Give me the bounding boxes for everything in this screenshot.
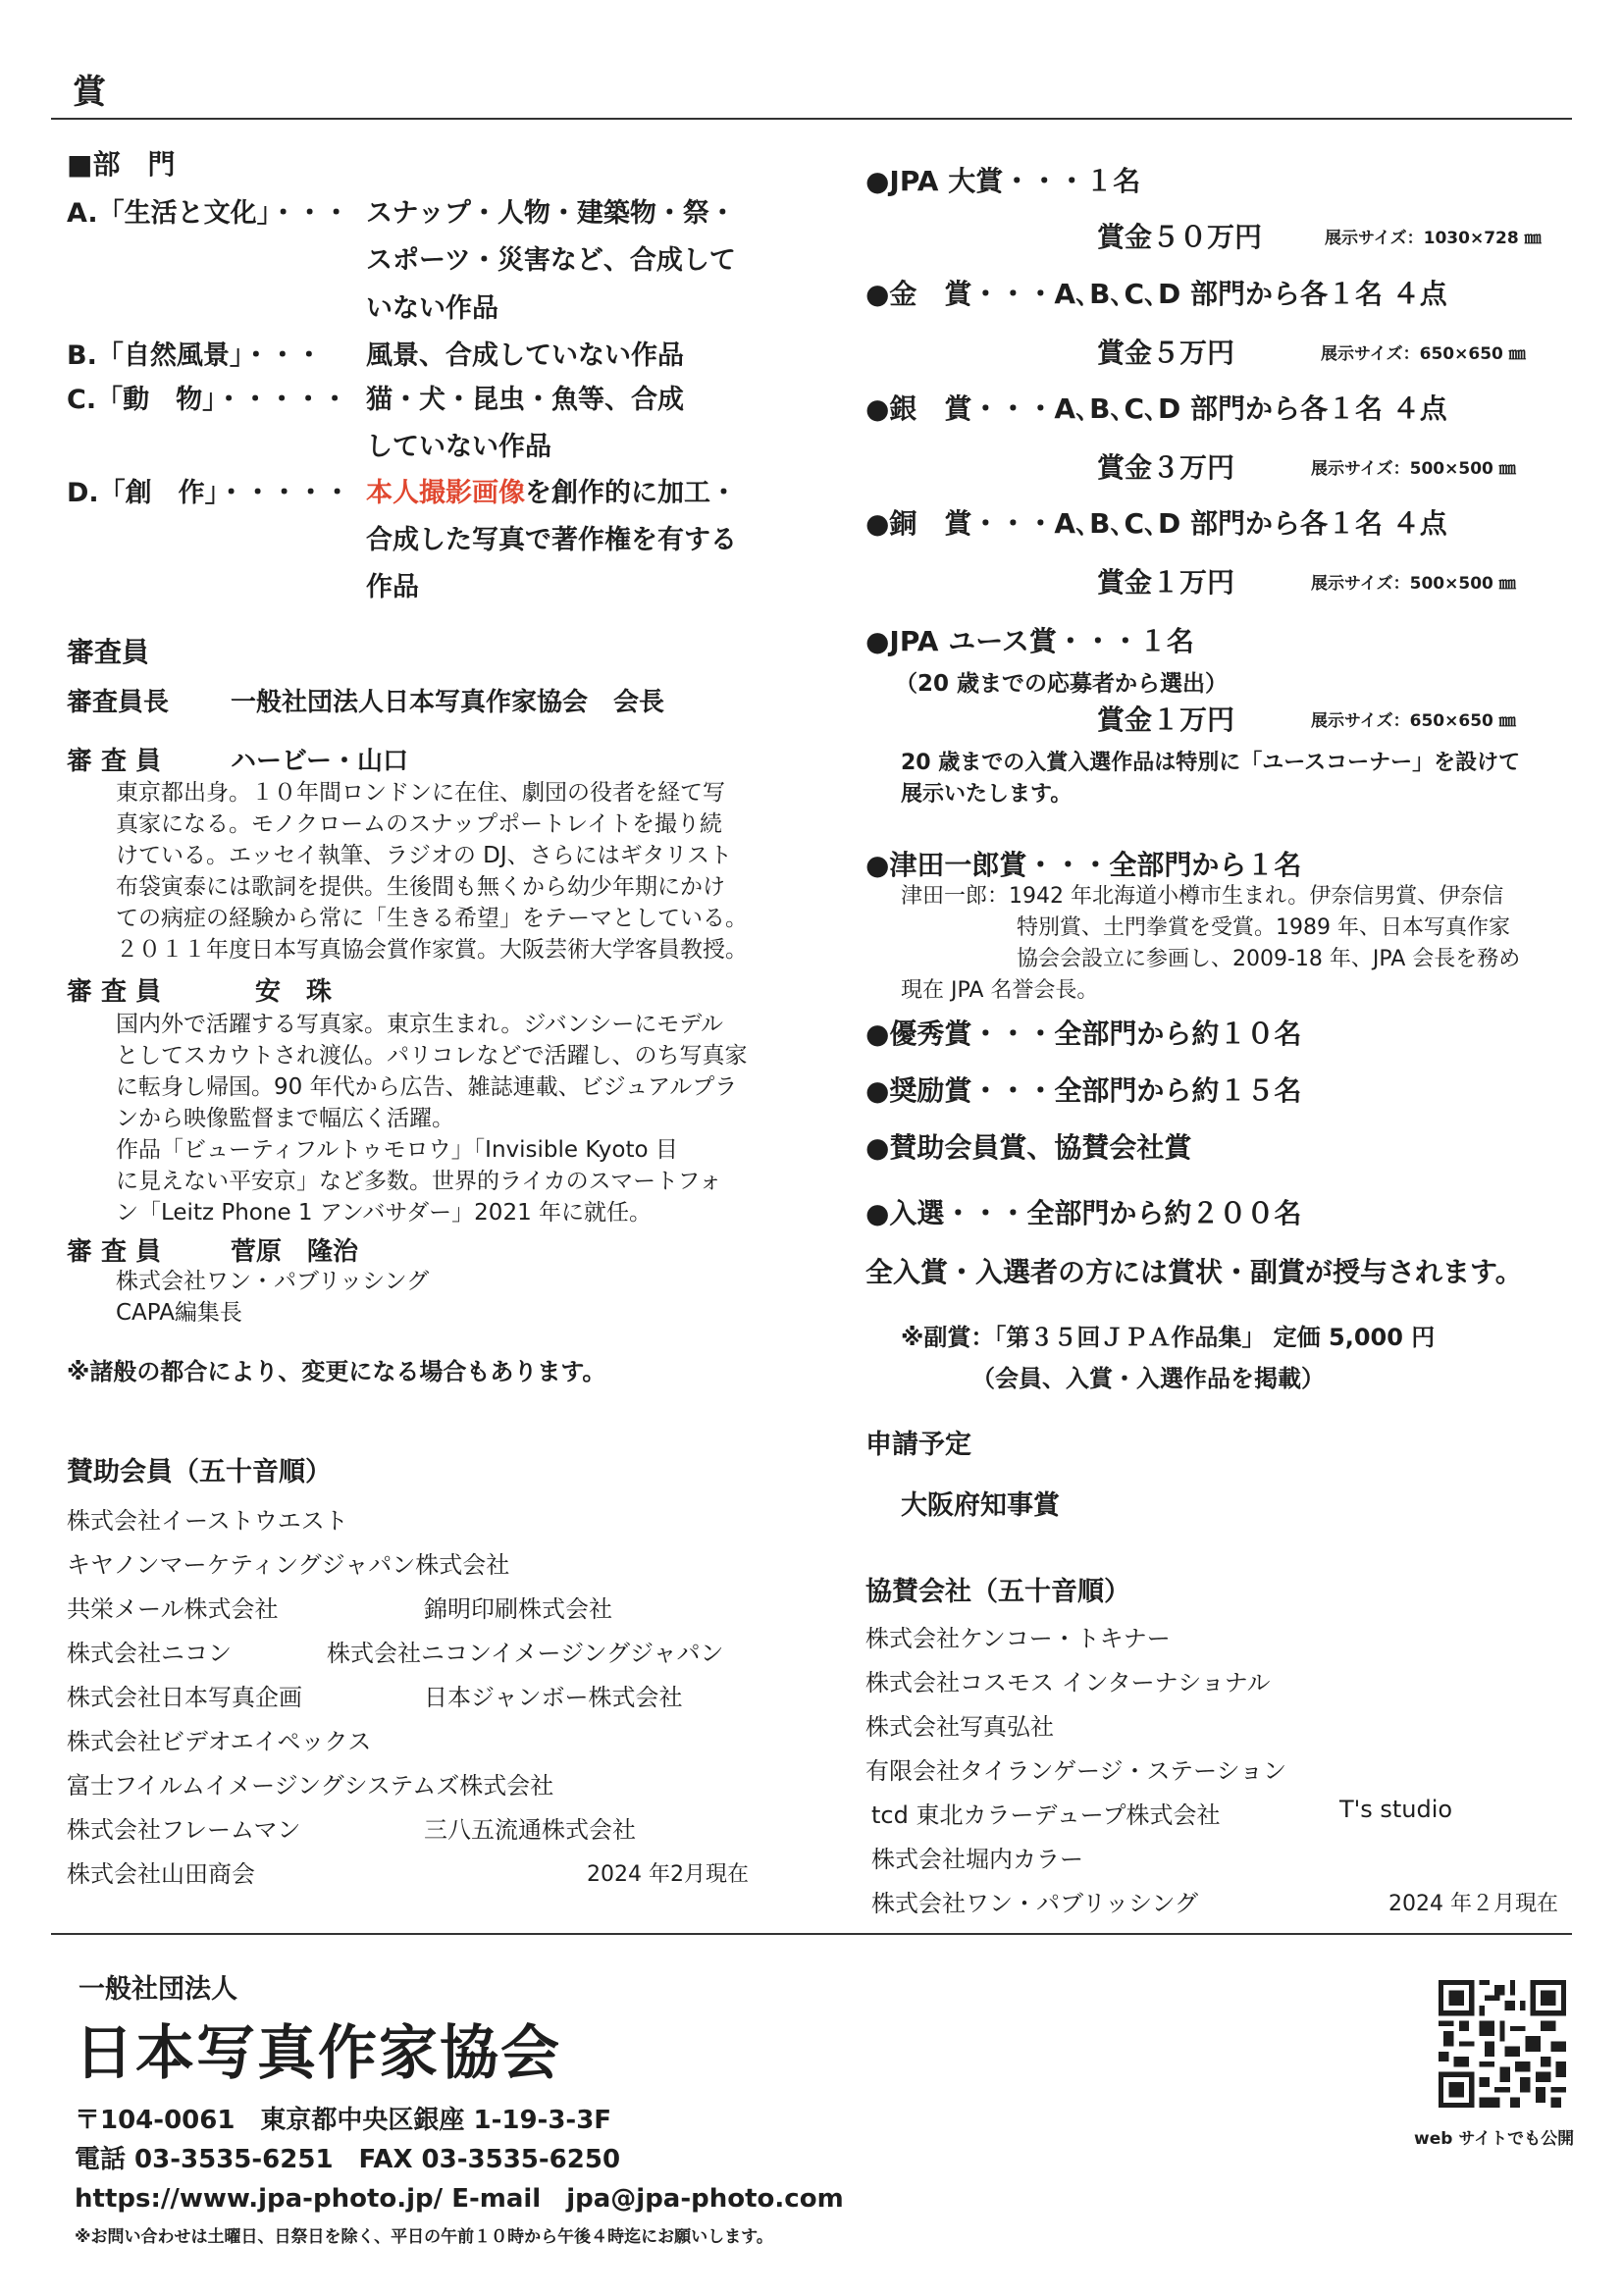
supporter-prize: ●賛助会員賞、協賛会社賞 [865, 1131, 1192, 1164]
display-size: 展示サイズ：650×650 ㎜ [1311, 711, 1516, 731]
web-email: https://www.jpa-photo.jp/ E-mail jpa@jpa-photo.com [75, 2184, 844, 2214]
sponsor: 株式会社コスモス インターナショナル [865, 1669, 1271, 1696]
qr-code-icon[interactable] [1439, 1980, 1566, 2108]
prize-sub: （20 歳までの応募者から選出） [895, 671, 1229, 697]
sponsor: 株式会社写真弘社 [865, 1713, 1054, 1741]
supporter: 株式会社ビデオエイペックス [67, 1728, 372, 1755]
display-size: 展示サイズ：650×650 ㎜ [1321, 344, 1526, 364]
category-heading: ■部 門 [67, 148, 176, 181]
prize-money: 賞金５０万円 [1097, 221, 1263, 253]
bio-line: 布袋寅泰には歌詞を提供。生後間も無くから幼少年期にかけ [116, 874, 725, 900]
application-item: 大阪府知事賞 [901, 1490, 1060, 1521]
display-size: 展示サイズ：500×500 ㎜ [1311, 459, 1516, 479]
org-type: 一般社団法人 [79, 1974, 237, 2005]
supporter: 日本ジャンボー株式会社 [424, 1684, 683, 1711]
application-heading: 申請予定 [865, 1430, 971, 1460]
judge-role: 審 査 員 [67, 977, 162, 1007]
supporter: 株式会社イーストウエスト [67, 1507, 348, 1535]
bio-line: 協会会設立に参画し、2009-18 年、JPA 会長を務め [1017, 947, 1521, 971]
prize-money: 賞金１万円 [1097, 566, 1235, 599]
tsuda-prize: ●津田一郎賞・・・全部門から１名 [865, 849, 1302, 881]
change-notice: ※諸般の都合により、変更になる場合もあります。 [67, 1358, 606, 1385]
prize-name: ●銅 賞・・・A､B､C､D 部門から各１名 ４点 [865, 507, 1447, 540]
judge-name: 菅原 隆治 [231, 1237, 359, 1267]
supporter: キヤノンマーケティングジャパン株式会社 [67, 1551, 510, 1579]
bio-line: 真家になる。モノクロームのスナップポートレイトを撮り続 [116, 811, 723, 837]
supporter: 株式会社山田商会 [67, 1860, 255, 1888]
display-size: 展示サイズ：500×500 ㎜ [1311, 574, 1516, 594]
sponsor: tcd 東北カラーデュープ株式会社 [871, 1801, 1221, 1829]
supporter: 株式会社ニコン [67, 1640, 232, 1667]
bio-line: としてスカウトされ渡仏。パリコレなどで活躍し、のち写真家 [116, 1043, 748, 1069]
fukusho-line: （会員、入賞・入選作品を掲載） [971, 1365, 1325, 1392]
prize-money: 賞金５万円 [1097, 337, 1235, 369]
bio-line: ての病症の経験から常に「生きる希望」をテーマとしている。 [116, 906, 748, 931]
category-desc: 風景、合成していない作品 [366, 340, 684, 371]
bio-line: に転身し帰国。90 年代から広告、雑誌連載、ビジュアルプラ [116, 1074, 738, 1100]
bio-line: ２０１１年度日本写真協会賞作家賞。大阪芸術大学客員教授。 [116, 937, 748, 963]
prize-money: 賞金３万円 [1097, 451, 1235, 484]
supporter: 株式会社ニコンイメージングジャパン [327, 1640, 724, 1667]
sponsors-date: 2024 年２月現在 [1388, 1892, 1558, 1916]
selection-prize: ●入選・・・全部門から約２００名 [865, 1197, 1302, 1229]
category-label: A.「生活と文化」・・・ [67, 198, 350, 229]
sponsor: 株式会社堀内カラー [871, 1846, 1083, 1873]
category-label: B.「自然風景」・・・ [67, 340, 323, 371]
sponsor: 有限会社タイランゲージ・ステーション [865, 1757, 1287, 1785]
judge-name: ハービー・山口 [231, 747, 408, 776]
supporter: 富士フイルムイメージングシステムズ株式会社 [67, 1772, 554, 1800]
judge-role: 審 査 員 [67, 747, 162, 776]
address: 〒104-0061 東京都中央区銀座 1-19-3-3F [75, 2106, 612, 2135]
sponsor: 株式会社ケンコー・トキナー [865, 1625, 1171, 1652]
certificate-note: 全入賞・入選者の方には賞状・副賞が授与されます。 [865, 1256, 1523, 1288]
category-desc: 猫・犬・昆虫・魚等、合成 [366, 385, 684, 415]
prize-money: 賞金１万円 [1097, 704, 1235, 736]
category-desc: いない作品 [366, 293, 498, 324]
page-title: 賞 [73, 73, 106, 112]
category-label: D.「創 作」・・・・・ [67, 478, 351, 508]
bio-line: に見えない平安京」など多数。世界的ライカのスマートフォ [116, 1169, 722, 1194]
category-desc: スナップ・人物・建築物・祭・ [366, 198, 736, 229]
judge-bio [116, 1009, 748, 1228]
judges-heading: 審査員 [67, 636, 150, 668]
bio-line: 特別賞、土門拳賞を受賞。1989 年、日本写真作家 [1017, 915, 1510, 940]
judge-name: 安 珠 [255, 977, 333, 1007]
phone-fax: 電話 03-3535-6251 FAX 03-3535-6250 [75, 2145, 621, 2174]
footer-rule [51, 1933, 1572, 1935]
supporters-date: 2024 年2月現在 [587, 1862, 749, 1887]
prize-name: ●銀 賞・・・A､B､C､D 部門から各１名 ４点 [865, 392, 1447, 425]
supporter: 三八五流通株式会社 [424, 1816, 636, 1844]
supporter: 株式会社日本写真企画 [67, 1684, 302, 1711]
supporter: 錦明印刷株式会社 [424, 1595, 612, 1623]
sponsor: T's studio [1339, 1796, 1453, 1823]
chief-judge-name: 一般社団法人日本写真作家協会 会長 [231, 688, 665, 717]
hours-note: ※お問い合わせは土曜日、日祭日を除く、平日の午前１０時から午後４時迄にお願いします。 [75, 2227, 773, 2247]
supporters-heading: 賛助会員（五十音順） [67, 1457, 332, 1487]
category-label: C.「動 物」・・・・・ [67, 385, 348, 415]
bio-line: 津田一郎：1942 年北海道小樽市生まれ。伊奈信男賞、伊奈信 [901, 884, 1504, 909]
sponsor: 株式会社ワン・パブリッシング [871, 1890, 1198, 1917]
judge-role: 審 査 員 [67, 1237, 162, 1267]
encouragement-prize: ●奨励賞・・・全部門から約１５名 [865, 1074, 1302, 1107]
supporter: 株式会社フレームマン [67, 1816, 301, 1844]
bio-line: ン「Leitz Phone 1 アンバサダー」2021 年に就任。 [116, 1200, 653, 1226]
category-desc: 作品 [366, 572, 419, 602]
prize-name: ●JPA 大賞・・・１名 [865, 165, 1141, 197]
note-line: 20 歳までの入賞入選作品は特別に「ユースコーナー」を設けて [901, 751, 1521, 775]
bio-line: 現在 JPA 名誉会長。 [901, 978, 1099, 1003]
category-desc: を創作的に加工・ [525, 478, 737, 508]
youth-note [901, 748, 1520, 810]
bio-line: 国内外で活躍する写真家。東京生まれ。ジバンシーにモデル [116, 1012, 724, 1037]
qr-caption: web サイトでも公開 [1414, 2129, 1575, 2149]
header-rule [51, 118, 1572, 120]
prize-name: ●金 賞・・・A､B､C､D 部門から各１名 ４点 [865, 278, 1447, 310]
display-size: 展示サイズ：1030×728 ㎜ [1325, 229, 1542, 248]
org-name: 日本写真作家協会 [75, 2019, 561, 2088]
bio-line: けている。エッセイ執筆、ラジオの DJ、さらにはギタリスト [116, 843, 732, 868]
excellence-prize: ●優秀賞・・・全部門から約１０名 [865, 1018, 1302, 1050]
note-line: 展示いたします。 [901, 782, 1073, 807]
sponsors-heading: 協賛会社（五十音順） [865, 1577, 1130, 1607]
bio-line: 株式会社ワン・パブリッシング [116, 1269, 430, 1294]
category-desc-line [366, 471, 737, 509]
bio-line: CAPA編集長 [116, 1300, 242, 1326]
highlight-text: 本人撮影画像 [366, 478, 525, 508]
judge-bio [116, 1266, 429, 1329]
tsuda-bio [901, 881, 1520, 1007]
bio-line: 作品「ビューティフルトゥモロウ」「Invisible Kyoto 目 [116, 1137, 678, 1163]
fukusho-line: ※副賞：「第３５回ＪＰＡ作品集」 定価 5,000 円 [901, 1324, 1436, 1351]
category-desc: スポーツ・災害など、合成して [366, 245, 736, 276]
supporter: 共栄メール株式会社 [67, 1595, 279, 1623]
bio-line: ンから映像監督まで幅広く活躍。 [116, 1106, 454, 1131]
category-desc: していない作品 [366, 432, 551, 462]
bio-line: 東京都出身。１０年間ロンドンに在住、劇団の役者を経て写 [116, 780, 725, 806]
prize-name: ●JPA ユース賞・・・１名 [865, 625, 1194, 657]
judge-bio [116, 777, 748, 965]
category-desc: 合成した写真で著作権を有する [366, 525, 737, 555]
chief-judge-role: 審査員長 [67, 688, 170, 717]
